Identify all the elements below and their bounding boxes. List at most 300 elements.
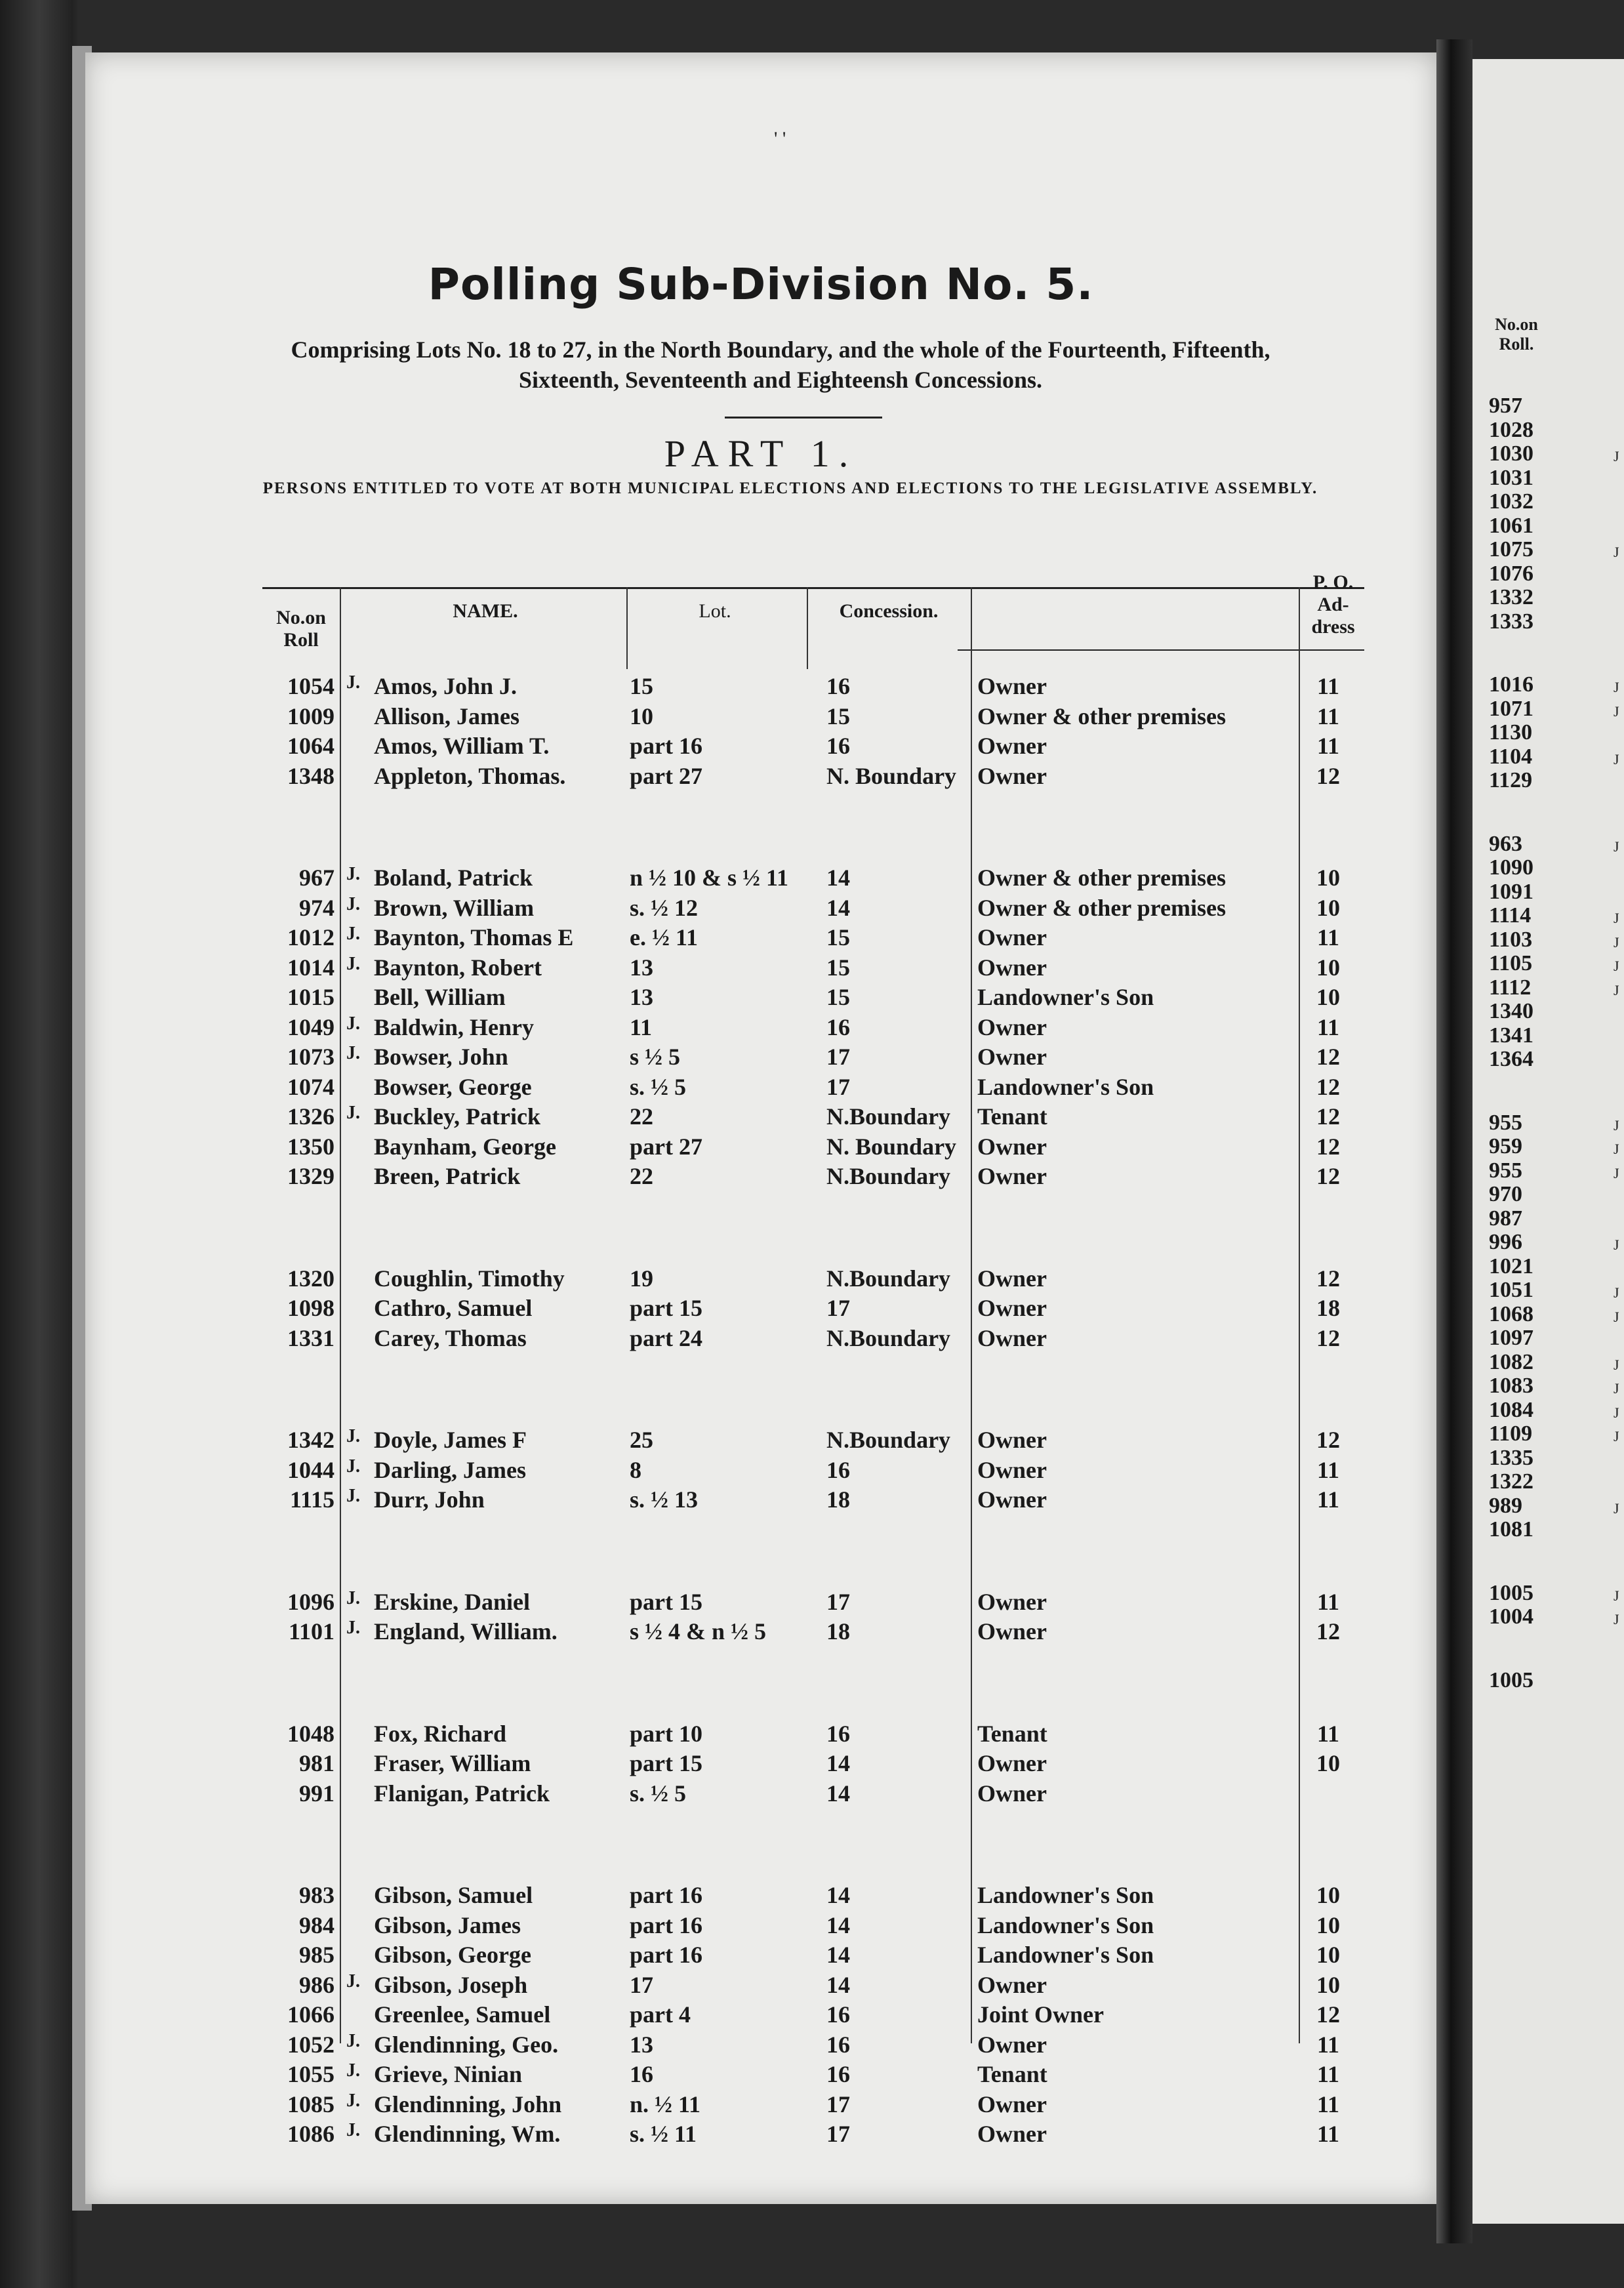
roll-number: 1329 [287, 1163, 335, 1189]
right-roll-number: 1016 [1489, 672, 1533, 697]
juror-mark: J. [346, 1971, 360, 1992]
lot: n. ½ 11 [630, 2091, 701, 2117]
table-row [262, 1720, 1456, 1749]
lot: 22 [630, 1163, 653, 1189]
roll-number: 1086 [287, 2121, 335, 2147]
table-row [262, 1971, 1456, 2000]
page-subtitle: Comprising Lots No. 18 to 27, in the North Boundary, and the whole of the Fourteenth, Fifteenth, Sixteenth, Seventeenth and Eighteensh Concessions. [291, 337, 1270, 393]
po-address: 11 [1316, 1456, 1339, 1483]
right-roll-number: 1005 [1489, 1667, 1533, 1692]
lot: part 27 [630, 1133, 702, 1160]
occupation: Owner [977, 1618, 1047, 1644]
table-row [262, 1456, 1456, 1485]
occupation: Owner [977, 1044, 1047, 1070]
lot: 25 [630, 1427, 653, 1453]
occupation: Owner [977, 1163, 1047, 1189]
lot: part 16 [630, 1942, 702, 1968]
occupation: Owner [977, 1295, 1047, 1321]
right-roll-number: 1364 [1489, 1047, 1533, 1071]
roll-number: 986 [299, 1971, 335, 1998]
right-juror-mark: J [1614, 1500, 1619, 1517]
concession: 16 [826, 673, 850, 699]
po-address: 18 [1316, 1295, 1340, 1321]
concession: 15 [826, 703, 850, 729]
right-roll-number: 1091 [1489, 879, 1533, 904]
occupation: Owner [977, 1486, 1047, 1513]
occupation: Owner [977, 924, 1047, 950]
occupation: Tenant [977, 1720, 1047, 1747]
header-po: P. O. Ad- dress [1311, 571, 1355, 638]
occupation: Owner [977, 2031, 1047, 2058]
lot: 13 [630, 2031, 653, 2058]
right-roll-number: 1129 [1489, 768, 1533, 792]
table-row [262, 1162, 1456, 1191]
voter-name: Gibson, Joseph [374, 1971, 528, 1998]
lot: part 27 [630, 762, 702, 789]
voter-name: Carey, Thomas [374, 1324, 527, 1351]
right-roll-number: 970 [1489, 1182, 1522, 1206]
roll-number: 1331 [287, 1324, 335, 1351]
concession: 16 [826, 2001, 850, 2028]
right-roll-number: 1335 [1489, 1445, 1533, 1470]
right-juror-mark: J [1614, 958, 1619, 974]
roll-number: 1326 [287, 1103, 335, 1130]
juror-mark: J. [346, 1426, 360, 1446]
table-row [262, 1133, 1456, 1162]
right-juror-mark: J [1614, 703, 1619, 720]
po-address: 10 [1316, 984, 1340, 1010]
persons-heading: PERSONS ENTITLED TO VOTE AT BOTH MUNICIPAL ELECTIONS AND ELECTIONS TO THE LEGISLATIVE ASSEMBLY. [262, 480, 1318, 497]
po-address: 12 [1316, 1427, 1340, 1453]
po-address: 12 [1316, 762, 1340, 789]
po-address: 11 [1316, 924, 1339, 950]
roll-number: 1348 [287, 762, 335, 789]
right-roll-number: 987 [1489, 1206, 1522, 1231]
table-row [262, 924, 1456, 952]
po-address: 12 [1316, 1265, 1340, 1292]
right-header: No.on Roll. [1495, 315, 1538, 354]
juror-mark: J. [346, 864, 360, 884]
roll-number: 1085 [287, 2091, 335, 2117]
right-roll-number: 1130 [1489, 720, 1533, 745]
concession: 15 [826, 984, 850, 1010]
po-address: 11 [1316, 2031, 1339, 2058]
po-address: 11 [1316, 2121, 1339, 2147]
right-juror-mark: J [1614, 1236, 1619, 1253]
voter-name: Appleton, Thomas. [374, 762, 566, 789]
table-row [262, 1103, 1456, 1132]
roll-number: 1054 [287, 673, 335, 699]
juror-mark: J. [346, 2030, 360, 2051]
concession: N. Boundary [826, 762, 957, 789]
roll-number: 1342 [287, 1427, 335, 1453]
concession: 17 [826, 2121, 850, 2147]
voter-name: Baynham, George [374, 1133, 556, 1160]
po-address: 11 [1316, 673, 1339, 699]
occupation: Owner [977, 954, 1047, 981]
roll-number: 983 [299, 1882, 335, 1908]
right-roll-number: 1028 [1489, 417, 1533, 442]
roll-number: 1074 [287, 1073, 335, 1100]
concession: 16 [826, 2031, 850, 2058]
po-address: 12 [1316, 1103, 1340, 1130]
voter-name: Doyle, James F [374, 1427, 527, 1453]
right-roll-number: 1051 [1489, 1278, 1533, 1302]
header-name: NAME. [453, 600, 518, 622]
concession: 15 [826, 954, 850, 981]
table-row [262, 732, 1456, 761]
voter-name: Breen, Patrick [374, 1163, 521, 1189]
roll-number: 1044 [287, 1456, 335, 1483]
concession: 17 [826, 1588, 850, 1615]
lot: part 4 [630, 2001, 691, 2028]
concession: 14 [826, 1911, 850, 1938]
col-divider-lot [807, 587, 808, 669]
table-row [262, 983, 1456, 1012]
po-address: 12 [1316, 1073, 1340, 1100]
right-juror-mark: J [1614, 1380, 1619, 1397]
voter-name: Buckley, Patrick [374, 1103, 540, 1130]
lot: part 15 [630, 1588, 702, 1615]
right-roll-number: 955 [1489, 1110, 1522, 1135]
po-address: 11 [1316, 703, 1339, 729]
juror-mark: J. [346, 1013, 360, 1034]
po-address: 10 [1316, 865, 1340, 891]
table-row [262, 954, 1456, 983]
voter-name: Gibson, James [374, 1911, 521, 1938]
concession: 18 [826, 1486, 850, 1513]
occupation: Owner [977, 1971, 1047, 1998]
juror-mark: J. [346, 672, 360, 693]
right-juror-mark: J [1614, 1428, 1619, 1444]
right-roll-number: 1112 [1489, 975, 1532, 1000]
roll-number: 1096 [287, 1588, 335, 1615]
juror-mark: J. [346, 1587, 360, 1608]
occupation: Landowner's Son [977, 1942, 1154, 1968]
voter-name: Flanigan, Patrick [374, 1780, 550, 1807]
table-row [262, 1043, 1456, 1072]
po-address: 11 [1316, 2091, 1339, 2117]
concession: 16 [826, 2061, 850, 2087]
right-juror-mark: J [1614, 1611, 1619, 1627]
concession: 18 [826, 1618, 850, 1644]
concession: 17 [826, 2091, 850, 2117]
right-roll-number: 1083 [1489, 1374, 1533, 1398]
header-lot: Lot. [699, 600, 731, 622]
lot: 13 [630, 984, 653, 1010]
roll-number: 1012 [287, 924, 335, 950]
occupation: Landowner's Son [977, 1073, 1154, 1100]
voter-name: Glendinning, Geo. [374, 2031, 559, 2058]
occupation: Owner [977, 1133, 1047, 1160]
concession: N.Boundary [826, 1324, 951, 1351]
right-roll-number: 1061 [1489, 513, 1533, 538]
right-roll-number: 1021 [1489, 1254, 1533, 1278]
lot: part 15 [630, 1295, 702, 1321]
table-row [262, 1426, 1456, 1455]
concession: 14 [826, 1882, 850, 1908]
right-roll-number: 1103 [1489, 927, 1533, 952]
juror-mark: J. [346, 893, 360, 914]
right-juror-mark: J [1614, 933, 1619, 950]
right-roll-number: 1004 [1489, 1604, 1533, 1629]
occupation: Owner [977, 1265, 1047, 1292]
voter-name: Erskine, Daniel [374, 1588, 531, 1615]
table-row [262, 703, 1456, 731]
right-roll-number: 989 [1489, 1493, 1522, 1518]
table-row [262, 2091, 1456, 2119]
voter-name: Amos, William T. [374, 733, 550, 759]
table-row [262, 864, 1456, 893]
lot: s. ½ 12 [630, 894, 699, 921]
right-roll-number: 1076 [1489, 561, 1533, 586]
roll-number: 974 [299, 894, 335, 921]
lot: 16 [630, 2061, 653, 2087]
table-row [262, 1749, 1456, 1778]
po-address: 11 [1316, 1013, 1339, 1040]
col-divider-name [626, 587, 628, 669]
part-heading: PART 1. [664, 432, 858, 475]
roll-number: 1015 [287, 984, 335, 1010]
voter-name: Durr, John [374, 1486, 485, 1513]
concession: 16 [826, 733, 850, 759]
lot: 17 [630, 1971, 653, 1998]
occupation: Owner & other premises [977, 865, 1226, 891]
juror-mark: J. [346, 1486, 360, 1506]
table-row [262, 1265, 1456, 1294]
concession: 17 [826, 1073, 850, 1100]
juror-mark: J. [346, 2120, 360, 2140]
roll-number: 1101 [288, 1618, 335, 1644]
occupation: Landowner's Son [977, 984, 1154, 1010]
right-roll-number: 955 [1489, 1158, 1522, 1183]
right-juror-mark: J [1614, 1587, 1619, 1604]
concession: 16 [826, 1013, 850, 1040]
lot: part 15 [630, 1750, 702, 1776]
right-roll-number: 1005 [1489, 1580, 1533, 1605]
voter-name: Cathro, Samuel [374, 1295, 533, 1321]
concession: 17 [826, 1295, 850, 1321]
concession: 16 [826, 1720, 850, 1747]
concession: N.Boundary [826, 1265, 951, 1292]
roll-number: 1064 [287, 733, 335, 759]
occupation: Owner [977, 2091, 1047, 2117]
roll-number: 1049 [287, 1013, 335, 1040]
roll-number: 1014 [287, 954, 335, 981]
right-roll-number: 1322 [1489, 1469, 1533, 1494]
roll-number: 984 [299, 1911, 335, 1938]
occupation: Owner [977, 1427, 1047, 1453]
juror-mark: J. [346, 1103, 360, 1123]
po-address: 12 [1316, 2001, 1340, 2028]
occupation: Owner [977, 1456, 1047, 1483]
right-juror-mark: J [1614, 1356, 1619, 1373]
voter-name: Baldwin, Henry [374, 1013, 535, 1040]
voter-name: Bell, William [374, 984, 506, 1010]
voter-name: Boland, Patrick [374, 865, 533, 891]
occupation: Owner [977, 673, 1047, 699]
po-address: 11 [1316, 1720, 1339, 1747]
roll-number: 1055 [287, 2061, 335, 2087]
right-juror-mark: J [1614, 981, 1619, 998]
lot: 13 [630, 954, 653, 981]
concession: N. Boundary [826, 1133, 957, 1160]
voter-name: Gibson, Samuel [374, 1882, 533, 1908]
table-row [262, 1618, 1456, 1646]
po-address: 11 [1316, 733, 1339, 759]
concession: N.Boundary [826, 1427, 951, 1453]
table-row [262, 672, 1456, 701]
voter-name: Gibson, George [374, 1942, 531, 1968]
roll-number: 1320 [287, 1265, 335, 1292]
po-address: 12 [1316, 1324, 1340, 1351]
right-juror-mark: J [1614, 1284, 1619, 1301]
right-roll-number: 1090 [1489, 855, 1533, 880]
right-roll-number: 1081 [1489, 1517, 1533, 1542]
roll-number: 1066 [287, 2001, 335, 2028]
roll-number: 1052 [287, 2031, 335, 2058]
voter-name: Baynton, Thomas E [374, 924, 574, 950]
po-address: 10 [1316, 1750, 1340, 1776]
occupation: Owner [977, 1013, 1047, 1040]
right-juror-mark: J [1614, 1404, 1619, 1421]
occupation: Owner [977, 1588, 1047, 1615]
table-row [262, 1780, 1456, 1808]
right-juror-mark: J [1614, 1141, 1619, 1157]
table-row [262, 1073, 1456, 1102]
occupation: Owner [977, 1780, 1047, 1807]
lot: s ½ 5 [630, 1044, 681, 1070]
right-roll-number: 1031 [1489, 465, 1533, 490]
lot: s. ½ 5 [630, 1073, 687, 1100]
roll-number: 1350 [287, 1133, 335, 1160]
right-roll-number: 1084 [1489, 1397, 1533, 1422]
po-address: 12 [1316, 1163, 1340, 1189]
table-row [262, 1588, 1456, 1617]
lot: part 16 [630, 1911, 702, 1938]
po-address: 10 [1316, 1911, 1340, 1938]
header-no: No.on Roll [276, 607, 326, 651]
lot: 22 [630, 1103, 653, 1130]
lot: 11 [630, 1013, 653, 1040]
po-address: 11 [1316, 1486, 1339, 1513]
voter-name: Glendinning, John [374, 2091, 562, 2117]
roll-number: 1073 [287, 1044, 335, 1070]
table-row [262, 1324, 1456, 1353]
roll-number: 1048 [287, 1720, 335, 1747]
concession: 16 [826, 1456, 850, 1483]
roll-number: 985 [299, 1942, 335, 1968]
concession: 14 [826, 894, 850, 921]
po-address: 10 [1316, 1971, 1340, 1998]
juror-mark: J. [346, 924, 360, 944]
table-row [262, 894, 1456, 923]
right-roll-number: 1071 [1489, 696, 1533, 721]
occupation: Landowner's Son [977, 1911, 1154, 1938]
table-row [262, 1013, 1456, 1042]
table-row [262, 1881, 1456, 1910]
lot: 15 [630, 673, 653, 699]
table-row [262, 2031, 1456, 2060]
lot: 10 [630, 703, 653, 729]
right-roll-number: 1068 [1489, 1301, 1533, 1326]
concession: N.Boundary [826, 1163, 951, 1189]
right-roll-number: 1075 [1489, 537, 1533, 562]
concession: 17 [826, 1044, 850, 1070]
occupation: Owner & other premises [977, 703, 1226, 729]
right-roll-number: 963 [1489, 831, 1522, 856]
voter-name: Amos, John J. [374, 673, 518, 699]
right-roll-number: 1105 [1489, 951, 1533, 975]
concession: 14 [826, 1750, 850, 1776]
po-address: 11 [1316, 2061, 1339, 2087]
table-top-rule [262, 587, 1364, 589]
concession: 14 [826, 1971, 850, 1998]
voter-name: England, William. [374, 1618, 558, 1644]
lot: part 24 [630, 1324, 702, 1351]
lot: e. ½ 11 [630, 924, 698, 950]
right-juror-mark: J [1614, 544, 1619, 560]
voter-name: Baynton, Robert [374, 954, 542, 981]
roll-number: 1098 [287, 1295, 335, 1321]
lot: s ½ 4 & n ½ 5 [630, 1618, 767, 1644]
juror-mark: J. [346, 1618, 360, 1638]
voter-name: Bowser, John [374, 1044, 508, 1070]
voter-name: Fraser, William [374, 1750, 531, 1776]
table-row [262, 2060, 1456, 2089]
lot: part 10 [630, 1720, 702, 1747]
juror-mark: J. [346, 1456, 360, 1477]
right-juror-mark: J [1614, 1308, 1619, 1325]
juror-mark: J. [346, 1043, 360, 1063]
po-address: 10 [1316, 1942, 1340, 1968]
right-roll-number: 1114 [1489, 903, 1532, 928]
occupation: Joint Owner [977, 2001, 1104, 2028]
occupation: Owner & other premises [977, 894, 1226, 921]
juror-mark: J. [346, 2090, 360, 2111]
roll-number: 981 [299, 1750, 335, 1776]
right-roll-number: 1109 [1489, 1421, 1533, 1446]
lot: s. ½ 5 [630, 1780, 687, 1807]
voter-name: Brown, William [374, 894, 535, 921]
right-roll-number: 996 [1489, 1230, 1522, 1254]
voter-name: Bowser, George [374, 1073, 532, 1100]
right-juror-mark: J [1614, 910, 1619, 926]
voter-name: Coughlin, Timothy [374, 1265, 565, 1292]
po-address: 12 [1316, 1044, 1340, 1070]
lot: s. ½ 11 [630, 2121, 697, 2147]
lot: 19 [630, 1265, 653, 1292]
right-roll-number: 959 [1489, 1134, 1522, 1158]
right-roll-number: 1340 [1489, 999, 1533, 1023]
voter-name: Grieve, Ninian [374, 2061, 522, 2087]
po-address: 10 [1316, 894, 1340, 921]
roll-number: 1009 [287, 703, 335, 729]
juror-mark: J. [346, 953, 360, 974]
lot: part 16 [630, 1882, 702, 1908]
occupation: Owner [977, 733, 1047, 759]
table-row [262, 1911, 1456, 1940]
juror-mark: J. [346, 2060, 360, 2081]
concession: 14 [826, 1942, 850, 1968]
right-juror-mark: J [1614, 448, 1619, 464]
occupation: Owner [977, 1750, 1047, 1776]
voter-name: Allison, James [374, 703, 520, 729]
po-address: 10 [1316, 954, 1340, 981]
right-roll-number: 957 [1489, 394, 1522, 418]
right-roll-number: 1032 [1489, 489, 1533, 514]
voters-table [262, 567, 1456, 2147]
